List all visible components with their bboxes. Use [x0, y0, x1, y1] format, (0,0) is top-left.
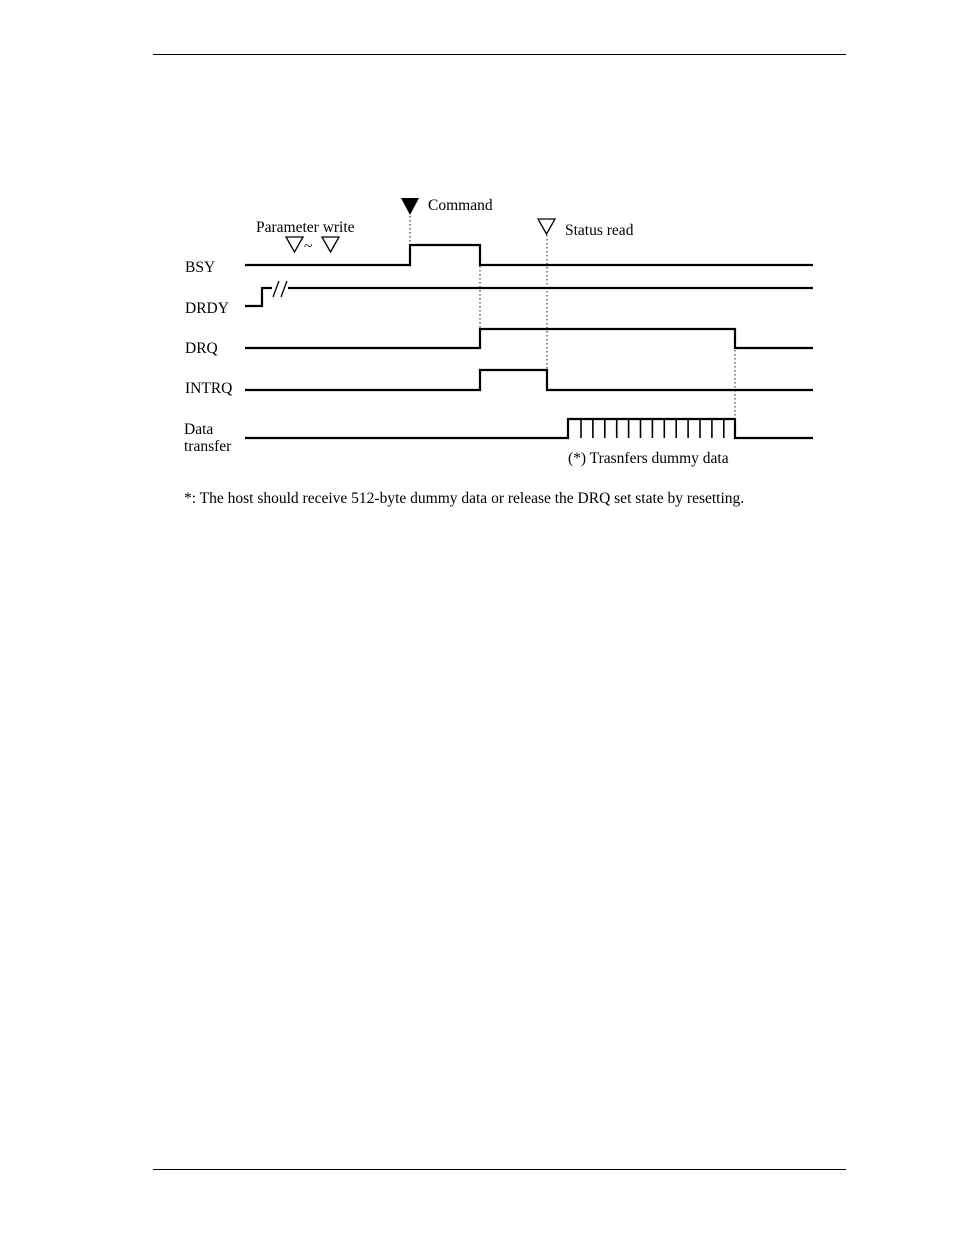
open-triangle-icon — [322, 237, 339, 252]
open-triangle-icon — [286, 237, 303, 252]
parameter-write-label: Parameter write — [256, 219, 355, 236]
data-transfer-label-line2: transfer — [184, 438, 232, 455]
drdy-label: DRDY — [185, 300, 229, 317]
data-transfer-label-line1: Data — [184, 421, 214, 438]
footer-rule — [153, 1169, 846, 1170]
break-mark — [281, 281, 287, 297]
bsy-waveform — [245, 245, 813, 265]
command-label: Command — [428, 197, 493, 214]
intrq-waveform — [245, 370, 813, 390]
intrq-label: INTRQ — [185, 380, 233, 397]
data-transfer-waveform — [245, 419, 813, 438]
break-mark — [273, 281, 279, 297]
command-marker — [401, 197, 493, 215]
drq-label: DRQ — [185, 340, 218, 357]
footnote: *: The host should receive 512-byte dummy data or release the DRQ set state by resetting. — [184, 490, 745, 507]
data-pulse-ticks — [581, 419, 724, 438]
bsy-label: BSY — [185, 259, 216, 276]
dummy-data-annotation: (*) Trasnfers dummy data — [568, 450, 729, 467]
range-tilde: ~ — [304, 238, 313, 255]
drq-waveform — [245, 329, 813, 348]
filled-triangle-icon — [401, 198, 419, 215]
status-read-marker — [538, 219, 634, 239]
status-read-label: Status read — [565, 222, 634, 239]
parameter-write-marker — [256, 219, 355, 255]
drdy-waveform — [245, 281, 813, 306]
open-triangle-icon — [538, 219, 555, 234]
